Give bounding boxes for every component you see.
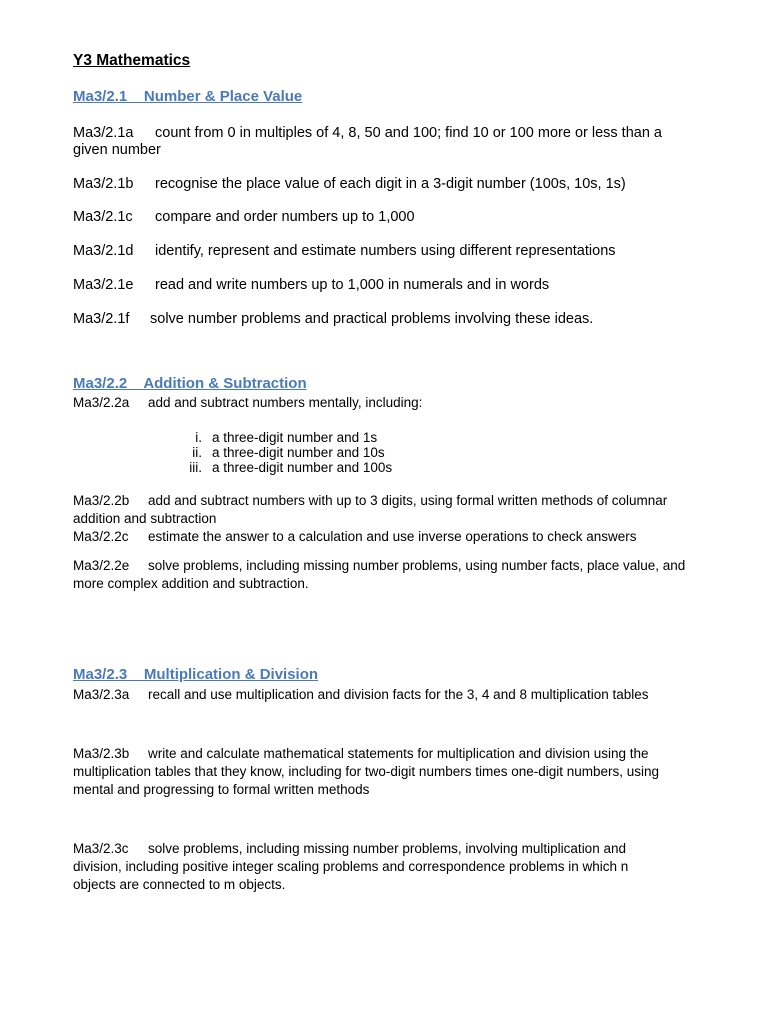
sublist-item [192,445,385,460]
objective-ma3-2-1c [73,209,415,226]
objective-text: add and subtract numbers with up to 3 digits, using formal written methods of columnar addition and subtraction [73,493,668,526]
sublist-number: iii. [189,460,202,475]
objective-code: Ma3/2.3b [73,746,130,761]
objective-code: Ma3/2.1f [73,311,130,327]
objective-code: Ma3/2.2a [73,395,130,410]
objective-ma3-2-3b [73,745,701,799]
objective-text: compare and order numbers up to 1,000 [155,209,415,225]
objective-text: solve number problems and practical problems involving these ideas. [150,311,594,327]
objective-text: solve problems, including missing number problems, using number facts, place value, and more complex addition and subtraction. [73,558,686,591]
sublist-text: a three-digit number and 1s [212,430,378,445]
objective-ma3-2-1b [73,176,626,193]
sublist-text: a three-digit number and 100s [212,460,393,475]
objective-text: recall and use multiplication and division facts for the 3, 4 and 8 multiplication tables [148,687,649,702]
section-heading-number-place-value: Ma3/2.1 Number & Place Value [73,88,303,105]
objective-text: solve problems, including missing number problems, involving multiplication and division, including positive integer scaling problems and correspondence problems in which n objects are connected to m objects. [73,841,629,892]
sublist-text: a three-digit number and 10s [212,445,385,460]
sublist-number: i. [195,430,202,445]
objective-ma3-2-1f [73,311,593,328]
objective-ma3-2-2e [73,557,703,593]
objective-code: Ma3/2.2c [73,529,129,544]
objective-code: Ma3/2.1c [73,209,133,225]
objective-code: Ma3/2.2e [73,558,130,573]
objective-code: Ma3/2.3a [73,687,130,702]
sublist-item [195,430,378,445]
section-heading-multiplication-division: Ma3/2.3 Multiplication & Division [73,666,319,683]
sublist-item [189,460,393,475]
objective-code: Ma3/2.3c [73,841,129,856]
section-heading-addition-subtraction: Ma3/2.2 Addition & Subtraction [73,375,307,392]
objective-text: write and calculate mathematical statements for multiplication and division using the multiplication tables that they know, including for two-digit numbers times one-digit numbers, using mental and progressing to formal written methods [73,746,660,797]
objective-code: Ma3/2.1e [73,277,134,293]
objective-text: add and subtract numbers mentally, including: [148,395,423,410]
objective-ma3-2-1d [73,243,616,260]
objective-text: read and write numbers up to 1,000 in numerals and in words [155,277,550,293]
objective-code: Ma3/2.2b [73,493,130,508]
objective-text: estimate the answer to a calculation and use inverse operations to check answers [148,529,637,544]
objective-code: Ma3/2.1a [73,125,134,141]
objective-ma3-2-2b [73,492,701,528]
objective-ma3-2-3c [73,840,673,894]
objective-ma3-2-2a [73,394,422,412]
objective-code: Ma3/2.1d [73,243,134,259]
objective-ma3-2-1a [73,125,698,159]
objective-text: count from 0 in multiples of 4, 8, 50 and 100; find 10 or 100 more or less than a given number [73,125,662,158]
objective-ma3-2-2c [73,528,637,546]
objective-code: Ma3/2.1b [73,176,134,192]
objective-text: identify, represent and estimate numbers using different representations [155,243,616,259]
objective-text: recognise the place value of each digit in a 3-digit number (100s, 10s, 1s) [155,176,626,192]
sublist-number: ii. [192,445,202,460]
objective-ma3-2-3a [73,686,649,704]
document-title: Y3 Mathematics [73,52,191,69]
objective-ma3-2-1e [73,277,549,294]
